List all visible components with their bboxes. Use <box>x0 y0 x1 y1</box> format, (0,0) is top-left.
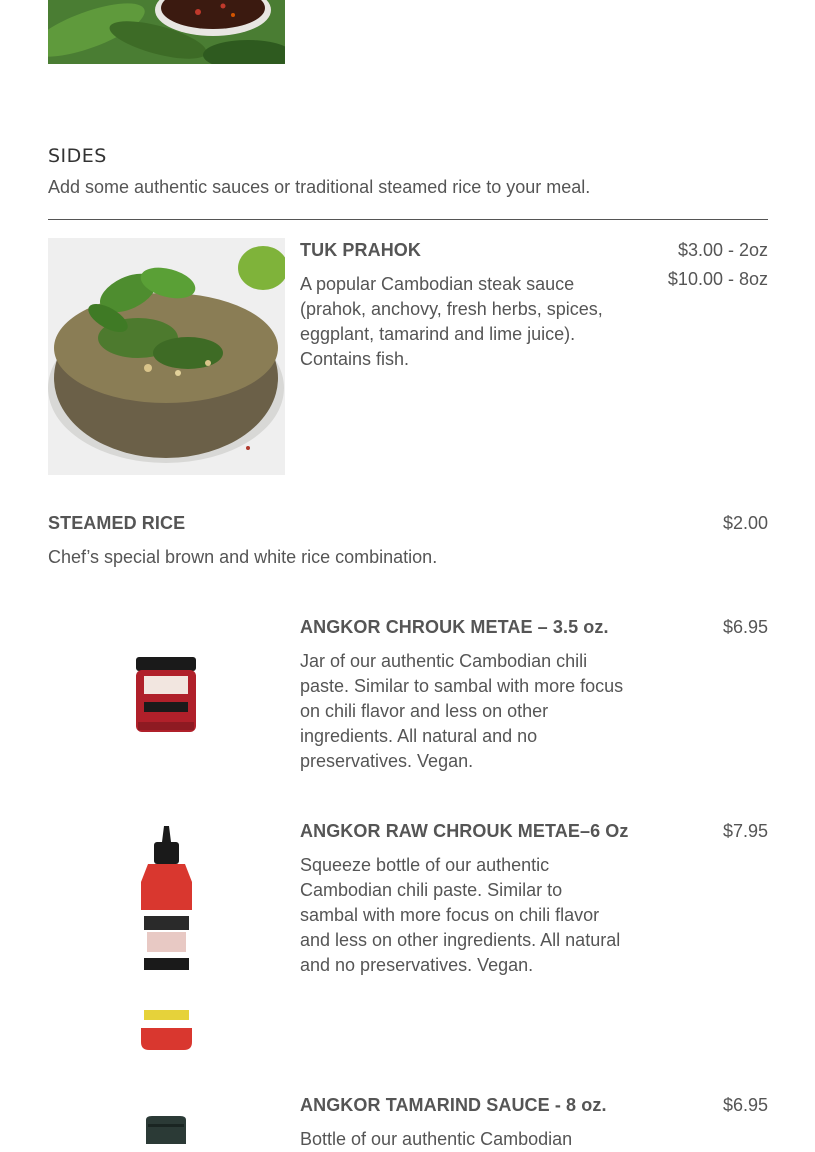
raw-chrouk-metae-price: $7.95 <box>722 821 768 841</box>
tamarind-sauce-description: Bottle of our authentic Cambodian <box>300 1129 573 1149</box>
steamed-rice-name: STEAMED RICE <box>48 513 186 533</box>
previous-item-photo <box>48 0 285 64</box>
steamed-rice-price: $2.00 <box>722 513 768 533</box>
chrouk-metae-description: Jar of our authentic Cambodian chili paste. Similar to sambal with more focus on chili flavor and less on other ingredients. All natural and no preservatives. Vegan. <box>300 651 624 771</box>
tuk-prahok-price-8oz: $10.00 - 8oz <box>667 269 768 289</box>
tamarind-sauce-price: $6.95 <box>722 1095 768 1115</box>
tuk-prahok-photo <box>48 238 285 475</box>
raw-chrouk-metae-name: ANGKOR RAW CHROUK METAE–6 Oz <box>300 821 629 841</box>
section-divider <box>48 219 768 220</box>
raw-chrouk-metae-bottle-photo <box>48 820 285 1055</box>
raw-chrouk-metae-description: Squeeze bottle of our authentic Cambodian chili paste. Similar to sambal with more focus on chili flavor and less on other ingredients. All natural and no preservatives. Vegan. <box>300 855 621 975</box>
tamarind-sauce-name: ANGKOR TAMARIND SAUCE - 8 oz. <box>300 1095 607 1115</box>
chrouk-metae-jar-photo <box>48 610 285 780</box>
chrouk-metae-name: ANGKOR CHROUK METAE – 3.5 oz. <box>300 617 609 637</box>
tuk-prahok-description: A popular Cambodian steak sauce (prahok, anchovy, fresh herbs, spices, eggplant, tamarind and lime juice). Contains fish. <box>300 274 603 369</box>
tuk-prahok-name: TUK PRAHOK <box>300 240 421 260</box>
tamarind-sauce-bottle-photo <box>48 1108 285 1144</box>
section-description: Add some authentic sauces or traditional steamed rice to your meal. <box>48 177 591 197</box>
section-title: SIDES <box>48 145 107 167</box>
tuk-prahok-price-2oz: $3.00 - 2oz <box>677 240 768 260</box>
steamed-rice-description: Chef’s special brown and white rice combination. <box>48 547 438 567</box>
chrouk-metae-price: $6.95 <box>722 617 768 637</box>
